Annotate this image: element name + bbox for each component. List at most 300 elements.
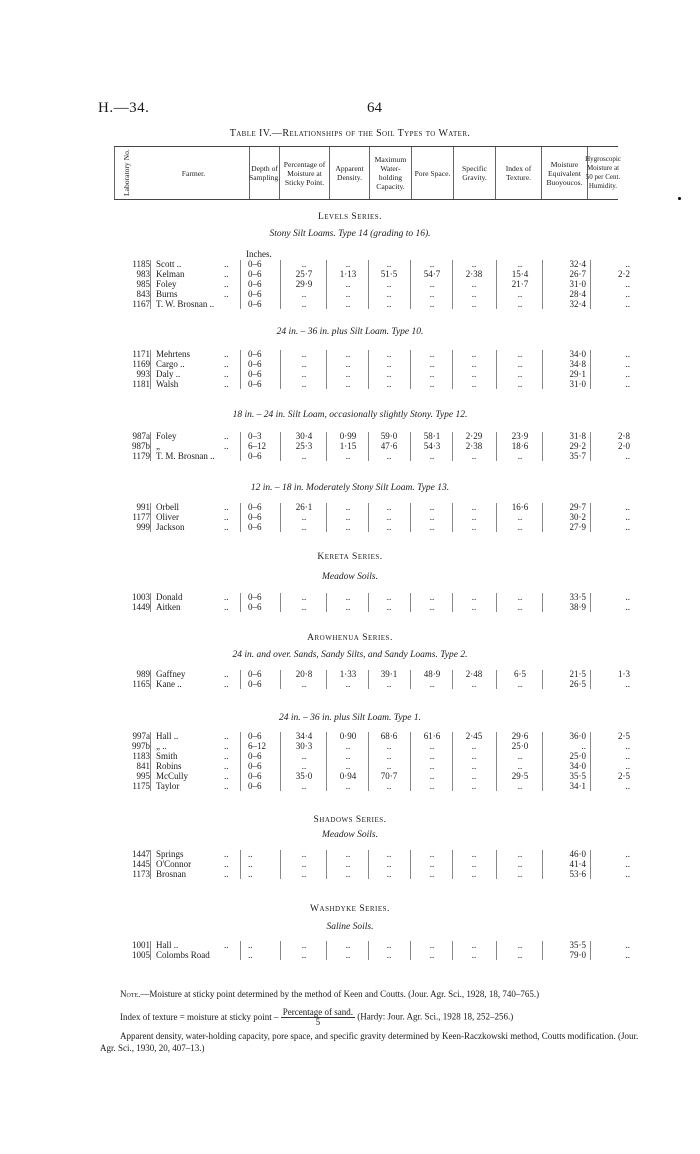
column-rule: [280, 260, 281, 309]
cell-moisture-equivalent: 30·2: [569, 512, 586, 522]
cell-pore-space: 54·3: [423, 441, 441, 451]
column-rule: [326, 850, 327, 879]
cell-lab-no: 999: [136, 522, 150, 532]
cell-density: ..: [345, 592, 351, 602]
cell-specific-gravity: 2·38: [465, 269, 483, 279]
cell-lab-no: 1447: [132, 849, 150, 859]
column-rule: [590, 503, 591, 532]
header-depth: Depth of Sampling.: [250, 147, 280, 199]
note-density-text: Apparent density, water-holding capacity, pore space, and specific gravity determined by Keen-Raczkowski method, Coutts modification. (Jour. Agr. Sci., 1930, 20, 407–13.): [100, 1031, 639, 1053]
cell-pore-space: ..: [429, 522, 435, 532]
table-row: [0, 451, 700, 461]
column-rule: [326, 732, 327, 791]
column-rule: [326, 260, 327, 309]
cell-moisture-equivalent: 29·2: [569, 441, 586, 451]
cell-index-texture: 15·4: [511, 269, 529, 279]
cell-depth: 0–6: [248, 592, 262, 602]
cell-whc: 59·0: [380, 431, 398, 441]
cell-index-texture: 23·9: [511, 431, 529, 441]
cell-depth: ..: [248, 940, 253, 950]
cell-lab-no: 841: [136, 761, 150, 771]
cell-depth: 0–6: [248, 731, 262, 741]
cell-leader-dots: ..: [224, 751, 229, 761]
table-row: [0, 602, 700, 612]
soil-type-subtitle: Saline Soils.: [326, 922, 374, 932]
cell-leader-dots: ..: [224, 269, 229, 279]
cell-whc: 51·5: [380, 269, 398, 279]
table-row: [0, 771, 700, 781]
column-rule: [542, 432, 543, 461]
soil-type-subtitle: 24 in. and over. Sands, Sandy Silts, and Sandy Loams. Type 2.: [232, 650, 468, 660]
cell-farmer: Robins: [156, 761, 182, 771]
header-meq: Moisture Equivalent Buoyoucos.: [542, 147, 588, 199]
cell-farmer: T. M. Brosnan ..: [156, 451, 215, 461]
cell-moisture: ..: [301, 940, 307, 950]
cell-density: ..: [345, 950, 351, 960]
cell-index-texture: ..: [517, 299, 523, 309]
note-density: [100, 1030, 640, 1054]
column-rule: [368, 670, 369, 689]
cell-specific-gravity: ..: [471, 869, 477, 879]
cell-specific-gravity: ..: [471, 369, 477, 379]
cell-lab-no: 1169: [132, 359, 150, 369]
cell-moisture-equivalent: 26·7: [569, 269, 586, 279]
cell-moisture: 29·9: [295, 279, 313, 289]
soil-type-subtitle: Meadow Soils.: [322, 572, 378, 582]
column-rule: [150, 732, 151, 791]
column-rule: [590, 670, 591, 689]
cell-moisture-equivalent: 34·8: [569, 359, 586, 369]
cell-depth: 0–6: [248, 299, 262, 309]
cell-whc: 47·6: [380, 441, 398, 451]
cell-leader-dots: ..: [224, 512, 229, 522]
cell-lab-no: 1445: [132, 859, 150, 869]
cell-moisture: ..: [301, 379, 307, 389]
table-title: Table IV.—Relationships of the Soil Types to Water.: [229, 128, 471, 139]
cell-whc: ..: [386, 349, 392, 359]
column-rule: [326, 941, 327, 960]
cell-farmer: Mehrtens: [156, 349, 190, 359]
cell-lab-no: 1449: [132, 602, 150, 612]
column-rule: [368, 732, 369, 791]
column-rule: [410, 670, 411, 689]
cell-farmer: Colombs Road: [156, 950, 210, 960]
cell-moisture-equivalent: 34·0: [569, 761, 586, 771]
cell-depth: 0–6: [248, 259, 262, 269]
cell-moisture: ..: [301, 849, 307, 859]
column-rule: [496, 503, 497, 532]
column-rule: [590, 732, 591, 791]
cell-whc: ..: [386, 289, 392, 299]
cell-depth: 0–6: [248, 359, 262, 369]
column-rule: [368, 260, 369, 309]
header-farmer: Farmer.: [138, 147, 250, 199]
cell-leader-dots: ..: [224, 431, 229, 441]
cell-index-texture: ..: [517, 940, 523, 950]
table-row: [0, 512, 700, 522]
column-rule: [542, 941, 543, 960]
cell-lab-no: 1173: [132, 869, 150, 879]
cell-leader-dots: ..: [224, 761, 229, 771]
cell-farmer: O'Connor: [156, 859, 192, 869]
cell-whc: ..: [386, 761, 392, 771]
soil-type-subtitle: Meadow Soils.: [322, 830, 378, 840]
cell-farmer: Smith: [156, 751, 178, 761]
cell-density: ..: [345, 512, 351, 522]
cell-moisture-equivalent: 46·0: [569, 849, 586, 859]
cell-moisture: ..: [301, 869, 307, 879]
cell-index-texture: 16·6: [511, 502, 529, 512]
column-rule: [326, 670, 327, 689]
column-rule: [240, 850, 241, 879]
cell-whc: ..: [386, 679, 392, 689]
cell-farmer: „: [156, 441, 160, 451]
cell-hygroscopic: ..: [625, 869, 630, 879]
cell-pore-space: ..: [429, 869, 435, 879]
cell-pore-space: ..: [429, 259, 435, 269]
cell-index-texture: ..: [517, 369, 523, 379]
cell-depth: 0–6: [248, 451, 262, 461]
cell-moisture: ..: [301, 522, 307, 532]
cell-pore-space: ..: [429, 592, 435, 602]
cell-farmer: Hall ..: [156, 731, 179, 741]
cell-whc: ..: [386, 940, 392, 950]
cell-hygroscopic: ..: [625, 592, 630, 602]
cell-moisture: ..: [301, 781, 307, 791]
cell-whc: ..: [386, 451, 392, 461]
cell-leader-dots: ..: [224, 441, 229, 451]
cell-density: ..: [345, 751, 351, 761]
cell-hygroscopic: ..: [625, 259, 630, 269]
cell-moisture-equivalent: 36·0: [569, 731, 586, 741]
cell-density: ..: [345, 781, 351, 791]
column-rule: [452, 732, 453, 791]
column-rule: [240, 941, 241, 960]
fraction-denominator: 5: [315, 1017, 321, 1027]
column-rule: [150, 941, 151, 960]
cell-specific-gravity: 2·45: [465, 731, 483, 741]
header-index: Index of Texture.: [496, 147, 542, 199]
cell-specific-gravity: ..: [471, 592, 477, 602]
cell-depth: 6–12: [248, 741, 266, 751]
cell-pore-space: ..: [429, 679, 435, 689]
cell-moisture-equivalent: 28·4: [569, 289, 586, 299]
soil-type-subtitle: 24 in. – 36 in. plus Silt Loam. Type 1.: [278, 713, 422, 723]
cell-specific-gravity: ..: [471, 602, 477, 612]
column-rule: [496, 593, 497, 612]
table-row: [0, 761, 700, 771]
cell-lab-no: 985: [136, 279, 150, 289]
note-index-fraction: [281, 1008, 355, 1027]
cell-leader-dots: ..: [224, 869, 229, 879]
column-rule: [326, 432, 327, 461]
cell-pore-space: 61·6: [423, 731, 441, 741]
header-whc: Maximum Water-holding Capacity.: [370, 147, 412, 199]
cell-hygroscopic: 2·5: [618, 771, 630, 781]
series-title: Shadows Series.: [313, 815, 387, 825]
cell-leader-dots: ..: [224, 849, 229, 859]
column-rule: [496, 732, 497, 791]
cell-hygroscopic: 2·5: [618, 731, 630, 741]
cell-moisture: ..: [301, 679, 307, 689]
cell-density: ..: [345, 859, 351, 869]
cell-moisture: ..: [301, 289, 307, 299]
cell-depth: 0–6: [248, 269, 262, 279]
cell-specific-gravity: ..: [471, 940, 477, 950]
cell-whc: ..: [386, 522, 392, 532]
table-row: [0, 441, 700, 451]
cell-hygroscopic: ..: [625, 522, 630, 532]
cell-lab-no: 991: [136, 502, 150, 512]
column-rule: [410, 432, 411, 461]
cell-moisture: ..: [301, 602, 307, 612]
cell-density: ..: [345, 741, 351, 751]
cell-pore-space: ..: [429, 451, 435, 461]
series-title: Levels Series.: [317, 212, 383, 222]
column-rule: [452, 503, 453, 532]
table-row: [0, 950, 700, 960]
cell-leader-dots: ..: [224, 679, 229, 689]
cell-farmer: Walsh: [156, 379, 179, 389]
cell-hygroscopic: ..: [625, 950, 630, 960]
cell-leader-dots: ..: [224, 369, 229, 379]
cell-index-texture: ..: [517, 379, 523, 389]
cell-depth: 0–6: [248, 771, 262, 781]
cell-pore-space: ..: [429, 849, 435, 859]
table-row: [0, 679, 700, 689]
cell-whc: ..: [386, 502, 392, 512]
column-rule: [452, 432, 453, 461]
soil-type-subtitle: 12 in. – 18 in. Moderately Stony Silt Loam. Type 13.: [250, 483, 450, 493]
cell-specific-gravity: ..: [471, 289, 477, 299]
column-rule: [280, 593, 281, 612]
cell-moisture: ..: [301, 349, 307, 359]
cell-moisture: 25·7: [295, 269, 313, 279]
soil-type-subtitle: 24 in. – 36 in. plus Silt Loam. Type 10.: [276, 327, 424, 337]
column-rule: [542, 732, 543, 791]
cell-lab-no: 1183: [132, 751, 150, 761]
column-rule: [542, 503, 543, 532]
cell-pore-space: ..: [429, 369, 435, 379]
cell-moisture-equivalent: 21·5: [569, 669, 586, 679]
cell-lab-no: 843: [136, 289, 150, 299]
cell-lab-no: 993: [136, 369, 150, 379]
cell-density: ..: [345, 359, 351, 369]
cell-moisture: 20·8: [295, 669, 313, 679]
cell-farmer: Gaffney: [156, 669, 186, 679]
cell-density: ..: [345, 259, 351, 269]
column-rule: [240, 350, 241, 389]
note-index-post: (Hardy: Jour. Agr. Sci., 1928 18, 252–256.): [357, 1011, 514, 1022]
cell-hygroscopic: ..: [625, 602, 630, 612]
cell-moisture-equivalent: 79·0: [569, 950, 586, 960]
cell-index-texture: ..: [517, 781, 523, 791]
cell-moisture-equivalent: 29·1: [569, 369, 586, 379]
column-rule: [280, 350, 281, 389]
table-row: [0, 431, 700, 441]
cell-moisture-equivalent: 35·5: [569, 940, 586, 950]
cell-depth: ..: [248, 869, 253, 879]
cell-specific-gravity: ..: [471, 771, 477, 781]
cell-leader-dots: ..: [224, 771, 229, 781]
table-row: [0, 269, 700, 279]
cell-farmer: „ ..: [156, 741, 167, 751]
column-rule: [452, 350, 453, 389]
cell-specific-gravity: 2·48: [465, 669, 483, 679]
cell-lab-no: 1003: [132, 592, 150, 602]
column-rule: [496, 350, 497, 389]
column-rule: [150, 350, 151, 389]
series-title: Washdyke Series.: [310, 904, 390, 914]
column-rule: [326, 350, 327, 389]
column-rule: [590, 350, 591, 389]
cell-lab-no: 1001: [132, 940, 150, 950]
column-rule: [368, 432, 369, 461]
fraction-numerator: Percentage of sand.: [282, 1007, 354, 1017]
cell-density: ..: [345, 679, 351, 689]
table-row: [0, 869, 700, 879]
cell-farmer: Brosnan: [156, 869, 186, 879]
cell-specific-gravity: ..: [471, 279, 477, 289]
cell-index-texture: ..: [517, 602, 523, 612]
cell-specific-gravity: ..: [471, 751, 477, 761]
cell-whc: ..: [386, 950, 392, 960]
column-rule: [542, 260, 543, 309]
cell-moisture: 35·0: [295, 771, 313, 781]
cell-pore-space: ..: [429, 950, 435, 960]
cell-index-texture: 18·6: [511, 441, 529, 451]
cell-hygroscopic: ..: [625, 502, 630, 512]
cell-hygroscopic: ..: [625, 741, 630, 751]
cell-index-texture: 21·7: [511, 279, 529, 289]
cell-hygroscopic: ..: [625, 761, 630, 771]
cell-hygroscopic: ..: [625, 849, 630, 859]
column-rule: [368, 941, 369, 960]
column-rule: [452, 593, 453, 612]
cell-depth: 0–6: [248, 369, 262, 379]
table-row: [0, 349, 700, 359]
cell-lab-no: 987a: [132, 431, 150, 441]
cell-whc: ..: [386, 279, 392, 289]
soil-type-subtitle: Stony Silt Loams. Type 14 (grading to 16).: [269, 229, 431, 239]
cell-lab-no: 1167: [132, 299, 150, 309]
cell-leader-dots: ..: [224, 741, 229, 751]
cell-density: ..: [345, 869, 351, 879]
cell-moisture-equivalent: 33·5: [569, 592, 586, 602]
cell-farmer: Springs: [156, 849, 184, 859]
column-rule: [150, 260, 151, 309]
cell-farmer: Aitken: [156, 602, 181, 612]
column-rule: [326, 503, 327, 532]
cell-leader-dots: ..: [224, 859, 229, 869]
cell-index-texture: ..: [517, 950, 523, 960]
table-row: [0, 781, 700, 791]
cell-moisture-equivalent: 32·4: [569, 259, 586, 269]
cell-depth: ..: [248, 849, 253, 859]
cell-index-texture: 25·0: [511, 741, 529, 751]
table-row: [0, 741, 700, 751]
cell-moisture: 34·4: [295, 731, 313, 741]
cell-depth: 0–6: [248, 379, 262, 389]
cell-farmer: Burns: [156, 289, 178, 299]
cell-hygroscopic: ..: [625, 349, 630, 359]
cell-whc: ..: [386, 379, 392, 389]
table-row: [0, 849, 700, 859]
column-rule: [240, 593, 241, 612]
cell-farmer: Orbell: [156, 502, 179, 512]
table-row: [0, 379, 700, 389]
cell-hygroscopic: ..: [625, 379, 630, 389]
cell-depth: 0–6: [248, 279, 262, 289]
cell-farmer: Foley: [156, 431, 177, 441]
cell-specific-gravity: ..: [471, 761, 477, 771]
note-index: [100, 1008, 640, 1027]
cell-index-texture: 6·5: [514, 669, 526, 679]
column-rule: [368, 850, 369, 879]
cell-whc: ..: [386, 259, 392, 269]
cell-specific-gravity: ..: [471, 741, 477, 751]
column-rule: [590, 941, 591, 960]
cell-moisture: 26·1: [295, 502, 313, 512]
cell-index-texture: 29·6: [511, 731, 529, 741]
cell-hygroscopic: 1·3: [618, 669, 630, 679]
cell-pore-space: ..: [429, 771, 435, 781]
cell-moisture: ..: [301, 259, 307, 269]
cell-moisture: ..: [301, 299, 307, 309]
column-rule: [240, 503, 241, 532]
table-row: [0, 259, 700, 269]
cell-hygroscopic: ..: [625, 512, 630, 522]
cell-moisture-equivalent: 31·0: [569, 379, 586, 389]
cell-specific-gravity: ..: [471, 849, 477, 859]
table-row: [0, 289, 700, 299]
cell-lab-no: 1005: [132, 950, 150, 960]
note-label: Note.: [120, 989, 141, 999]
cell-pore-space: 48·9: [423, 669, 441, 679]
cell-pore-space: ..: [429, 502, 435, 512]
cell-moisture-equivalent: 35·5: [569, 771, 586, 781]
cell-depth: 0–6: [248, 602, 262, 612]
cell-depth: 0–6: [248, 289, 262, 299]
cell-whc: ..: [386, 869, 392, 879]
note-moisture: [100, 988, 640, 1000]
cell-leader-dots: ..: [224, 592, 229, 602]
cell-leader-dots: ..: [224, 731, 229, 741]
cell-density: 1·13: [339, 269, 357, 279]
cell-lab-no: 987b: [132, 441, 150, 451]
cell-pore-space: ..: [429, 512, 435, 522]
cell-index-texture: ..: [517, 259, 523, 269]
cell-moisture-equivalent: 34·0: [569, 349, 586, 359]
table-header: [114, 146, 621, 200]
cell-density: ..: [345, 299, 351, 309]
column-rule: [452, 850, 453, 879]
cell-hygroscopic: 2·0: [618, 441, 630, 451]
cell-lab-no: 1165: [132, 679, 150, 689]
cell-specific-gravity: ..: [471, 502, 477, 512]
column-rule: [542, 593, 543, 612]
cell-specific-gravity: ..: [471, 679, 477, 689]
cell-density: ..: [345, 379, 351, 389]
note-moisture-text: —Moisture at sticky point determined by the method of Keen and Coutts. (Jour. Agr. Sci., 1928, 18, 740–765.): [140, 989, 540, 999]
cell-leader-dots: ..: [224, 289, 229, 299]
cell-depth: 0–6: [248, 502, 262, 512]
cell-index-texture: ..: [517, 679, 523, 689]
column-rule: [410, 503, 411, 532]
cell-index-texture: ..: [517, 349, 523, 359]
column-rule: [368, 503, 369, 532]
cell-density: 0·99: [339, 431, 357, 441]
